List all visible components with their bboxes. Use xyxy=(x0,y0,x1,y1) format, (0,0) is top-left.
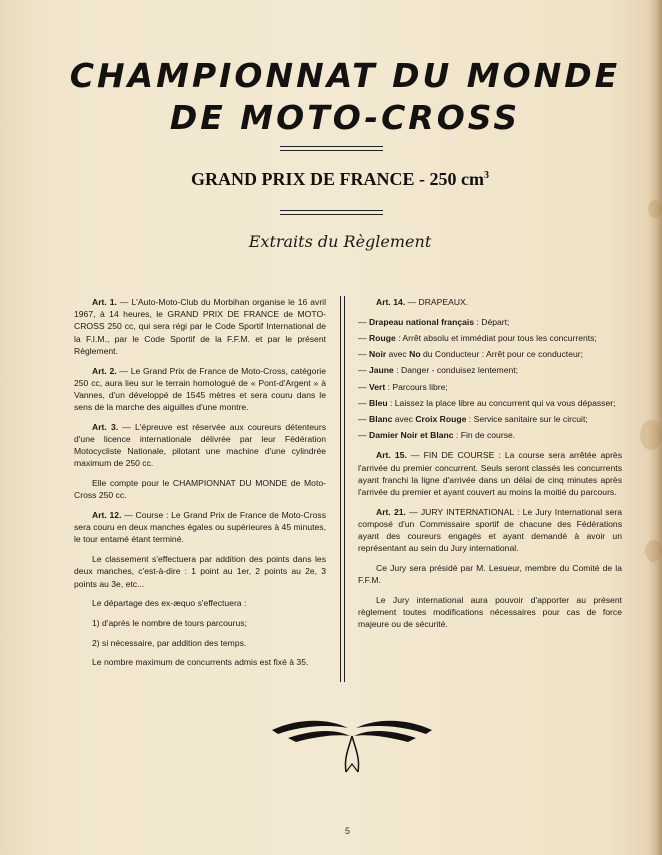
flag-name-secondary: No xyxy=(409,349,421,360)
right-column xyxy=(358,296,622,638)
page-title-line2: DE MOTO-CROSS xyxy=(169,98,521,137)
flag-name: Noir xyxy=(368,349,387,360)
flag-description: Parcours libre; xyxy=(392,381,448,392)
flag-description: Fin de course. xyxy=(460,430,516,441)
article-2 xyxy=(74,365,326,414)
paper-stain xyxy=(640,420,662,450)
flag-item: — Noir avec No du Conducteur : Arrêt pour ce conducteur; xyxy=(358,349,583,360)
article-label: Art. 1. xyxy=(92,297,117,307)
article-label: Art. 3. xyxy=(92,421,119,432)
flag-description: Laissez la place libre au concurrent qui va vous dépasser; xyxy=(394,397,616,408)
article-label: Art. 2. xyxy=(92,365,117,376)
article-21-paragraph: Le Jury international aura pouvoir d'apporter au présent règlement toutes modifications nécessaires pour cas de force majeure ou de sécurité. xyxy=(358,594,622,630)
unit-superscript: 3 xyxy=(483,170,489,181)
article-text: — L'épreuve est réservée aux coureurs détenteurs d'une licence internationale délivrée par leur Fédération Motocycliste Nationale, pilotant une machine d'une cylindrée maximum de 250 cc. xyxy=(74,421,326,469)
flag-item: — Drapeau national français : Départ; xyxy=(358,316,510,327)
page-number: 5 xyxy=(345,826,351,836)
flag-name: Bleu xyxy=(368,397,388,408)
event-subtitle-text: GRAND PRIX DE FRANCE - 250 cm xyxy=(191,169,484,189)
subtitle-rule xyxy=(280,210,383,211)
article-14 xyxy=(358,296,622,308)
flag-item: — Blanc avec Croix Rouge : Service sanitaire sur le circuit; xyxy=(358,413,588,424)
article-text: — Le Grand Prix de France de Moto-Cross, catégorie 250 cc, aura lieu sur le terrain homologué de « Pont-d'Argent » à Vannes, d'un développé de 1545 mètres et sera couru dans le sens de la marche des aiguilles d'une montre. xyxy=(74,365,326,413)
decorative-flourish-icon xyxy=(268,714,436,778)
article-15 xyxy=(358,449,622,498)
article-3-paragraph: Elle compte pour le CHAMPIONNAT DU MONDE de Moto-Cross 250 cc. xyxy=(74,478,326,501)
article-21-paragraph: Ce Jury sera présidé par M. Lesueur, membre du Comité de la F.F.M. xyxy=(358,562,622,586)
article-12-paragraph: 2) si nécessaire, par addition des temps. xyxy=(92,637,247,648)
article-12-paragraph: 1) d'après le nombre de tours parcourus; xyxy=(92,617,247,628)
article-text: — JURY INTERNATIONAL : Le Jury International sera composé d'un Commissaire sportif de chacune des Fédérations ayant des coureurs engagés et ayant demandé à avoir un représentant au sein du Jury international. xyxy=(358,506,622,554)
flag-item: — Bleu : Laissez la place libre au concurrent qui va vous dépasser; xyxy=(358,397,616,408)
column-divider xyxy=(340,296,345,682)
article-1 xyxy=(74,296,326,357)
article-12-paragraph: Le classement s'effectuera par addition des points dans les deux manches, c'est-à-dire : 1 point au 1er, 2 points au 2e, 3 points au 3e, etc... xyxy=(74,554,326,589)
flag-name: Blanc xyxy=(368,413,393,424)
article-label: Art. 12. xyxy=(92,510,122,521)
article-text: — DRAPEAUX. xyxy=(405,297,469,307)
flag-description: Arrêt absolu et immédiat pour tous les concurrents; xyxy=(402,332,597,343)
article-3 xyxy=(74,421,326,470)
flag-description: Départ; xyxy=(481,316,510,327)
article-12-paragraph: Le nombre maximum de concurrents admis est fixé à 35. xyxy=(92,657,309,668)
flag-item: — Rouge : Arrêt absolu et immédiat pour tous les concurrents; xyxy=(358,332,597,343)
article-text: — L'Auto-Moto-Club du Morbihan organise le 16 avril 1967, à 14 heures, le GRAND PRIX DE FRANCE de MOTO-CROSS 250 cc, qui sera régi par le Code Sportif International de la F.I.M., par le Code Sportif de la F.F.M. et par le présent Règlement. xyxy=(74,297,327,356)
subtitle-rule xyxy=(280,214,383,215)
title-rule-top xyxy=(280,150,383,151)
flag-item: — Jaune : Danger - conduisez lentement; xyxy=(358,365,519,376)
event-subtitle xyxy=(80,169,600,190)
article-text: — Course : Le Grand Prix de France de Moto-Cross sera couru en deux manches égales ou supérieures à 45 minutes, le tour entamé étant terminé. xyxy=(74,510,326,545)
article-text: — FIN DE COURSE : La course sera arrêtée après l'arrivée du premier concurrent. Seuls seront classés les concurrents ayant franchi la ligne d'arrivée dans un délai de cinq minutes après l'arrivée du premier et ayant couvert au moins la moitié du parcours. xyxy=(358,450,623,497)
flag-description: : Service sanitaire sur le circuit; xyxy=(466,413,588,424)
flag-description: Danger - conduisez lentement; xyxy=(401,365,519,376)
article-21 xyxy=(358,506,622,555)
title-rule-top xyxy=(280,146,383,147)
flag-name-secondary: Croix Rouge xyxy=(415,413,467,424)
paper-stain xyxy=(648,200,662,218)
flag-name: Vert xyxy=(368,381,386,392)
article-label: Art. 15. xyxy=(376,450,407,461)
article-12-paragraph: Le départage des ex-æquo s'effectuera : xyxy=(92,598,247,609)
section-title: Extraits du Règlement xyxy=(248,232,432,251)
article-label: Art. 14. xyxy=(376,297,406,307)
flag-name: Drapeau national français xyxy=(368,316,475,327)
flag-name: Rouge xyxy=(368,332,396,343)
paper-stain xyxy=(645,540,662,562)
flag-name: Jaune xyxy=(368,365,394,376)
article-label: Art. 21. xyxy=(376,506,406,517)
flag-item: — Damier Noir et Blanc : Fin de course. xyxy=(358,430,516,441)
page-title-line1: CHAMPIONNAT DU MONDE xyxy=(69,56,621,95)
flag-name: Damier Noir et Blanc xyxy=(368,430,454,441)
flag-description: du Conducteur : Arrêt pour ce conducteur; xyxy=(420,349,583,360)
flag-item: — Vert : Parcours libre; xyxy=(358,381,448,392)
left-column xyxy=(74,296,326,676)
article-12 xyxy=(74,509,326,546)
